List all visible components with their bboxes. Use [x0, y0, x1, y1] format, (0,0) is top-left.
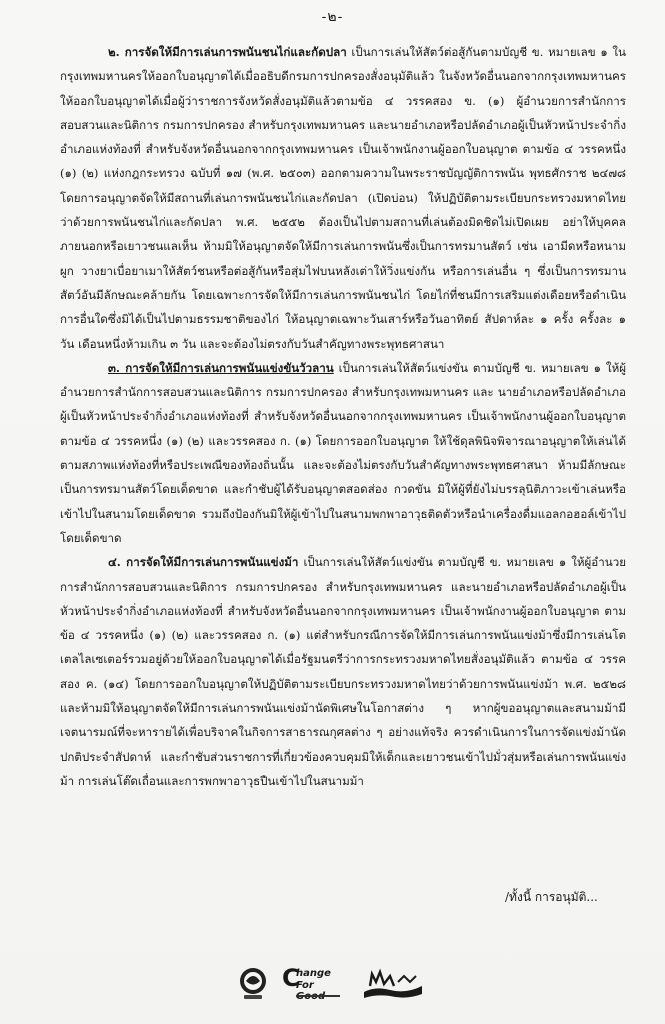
section-4-text: เป็นการเล่นให้สัตว์แข่งขัน ตามบัญชี ข. หมายเลข ๑ ให้ผู้อำนวยการสำนักการสอบสวนและนิติการ กรมการปกครอง สำหรับกรุงเทพมหานคร และนายอำเภอหรือปลัดอำเภอผู้เป็นหัวหน้าประจำกิ่งอำเภอแห่งท้องที่ สำหรับจังหวัดอื่นนอกจากกรุงเทพมหานคร เป็นเจ้าพนักงานผู้ออกใบอนุญาต ตามข้อ ๔ วรรคหนึ่ง (๑) (๒) และวรรคสอง ก. (๑) แต่สำหรับกรณีการจัดให้มีการเล่นการพนันแข่งม้าซึ่งมีการเล่นโตเตลไลเซเตอร์รวมอยู่ด้วยให้ออกใบอนุญาตได้เมื่อรัฐมนตรีว่าการกระทรวงมหาดไทยสั่งอนุมัติแล้ว ตามข้อ ๔ วรรคสอง ค. (๑๔) โดยการออกใบอนุญาตให้ปฏิบัติตามระเบียบกระทรวงมหาดไทยว่าด้วยการพนันแข่งม้า พ.ศ. ๒๕๒๘ และห้ามมิให้อนุญาตจัดให้มีการเล่นการพนันแข่งม้านัดพิเศษในโอกาสต่าง ๆ หากผู้ขออนุญาตและสนามม้ามีเจตนารมณ์ที่จะหารายได้เพื่อบริจาคในกิจการสาธารณกุศลต่าง ๆ อย่างแท้จริง ควรดำเนินการในการจัดแข่งม้านัดปกติประจำสัปดาห์ และกำชับส่วนราชการที่เกี่ยวข้องควบคุมมิให้เด็กและเยาวชนเข้าไปมั่วสุ่มหรือเล่นการพนันแข่งม้า การเล่นโต๊ดเถื่อนและการพกพาอาวุธปืนเข้าไปในสนามม้า [60, 555, 626, 788]
approval-continuation: /ทั้งนี้ การอนุมัติ... [505, 890, 598, 904]
seal-logo-icon [236, 966, 270, 1000]
logo-c-glyph-icon: C [282, 964, 300, 992]
section-4 [60, 550, 626, 793]
section-2 [60, 40, 626, 356]
brush-logo-icon [360, 968, 426, 1000]
section-4-heading: ๔. การจัดให้มีการเล่นการพนันแข่งม้า [108, 555, 299, 570]
section-3-heading: ๓. การจัดให้มีการเล่นการพนันแข่งขันวัวลาน [108, 360, 334, 375]
logo-subtitle-line-icon [296, 994, 340, 998]
logo-text-top: hange [296, 968, 331, 979]
section-3-text: เป็นการเล่นให้สัตว์แข่งขัน ตามบัญชี ข. หมายเลข ๑ ให้ผู้อำนวยการสำนักการสอบสวนและนิติการ กรมการปกครอง สำหรับกรุงเทพมหานคร และ นายอำเภอหรือปลัดอำเภอผู้เป็นหัวหน้าประจำกิ่งอำเภอแห่งท้องที่ สำหรับจังหวัดอื่นนอกจากกรุงเทพมหานคร เป็นเจ้าพนักงานผู้ออกใบอนุญาต ตามข้อ ๔ วรรคหนึ่ง (๑) (๒) และวรรคสอง ก. (๑) โดยการออกใบอนุญาต ให้ใช้ดุลพินิจพิจารณาอนุญาตให้เล่นได้ตามสภาพแห่งท้องที่หรือประเพณีของท้องถิ่นนั้น และจะต้องไม่ตรงกับวันสำคัญทางพระพุทธศาสนา ห้ามมีลักษณะเป็นการทรมานสัตว์โดยเด็ดขาด และกำชับผู้ได้รับอนุญาตสอดส่อง กวดขัน มิให้ผู้ที่ยังไม่บรรลุนิติภาวะเข้าเล่นหรือเข้าไปในสนามโดยเด็ดขาด รวมถึงป้องกันมิให้ผู้เข้าไปในสนามพกพาอาวุธติดตัวหรือนำเครื่องดื่มแอลกอฮอล์เข้าไปโดยเด็ดขาด [60, 360, 627, 545]
change-for-good-logo [282, 964, 346, 1004]
section-2-heading: ๒. การจัดให้มีการเล่นการพนันชนไก่และกัดปลา [108, 45, 347, 59]
page-number: -๒- [321, 9, 344, 25]
section-2-text: เป็นการเล่นให้สัตว์ต่อสู้กันตามบัญชี ข. หมายเลข ๑ ในกรุงเทพมหานครให้ออกใบอนุญาตได้เมื่ออธิบดีกรมการปกครองสั่งอนุมัติแล้ว ในจังหวัดอื่นนอกจากกรุงเทพมหานครให้ออกใบอนุญาตได้เมื่อผู้ว่าราชการจังหวัดสั่งอนุมัติแล้วตามข้อ ๔ วรรคสอง ข. (๑) ผู้อำนวยการสำนักการสอบสวนและนิติการ กรมการปกครอง สำหรับกรุงเทพมหานคร และนายอำเภอหรือปลัดอำเภอผู้เป็นหัวหน้าประจำกิ่งอำเภอแห่งท้องที่ สำหรับจังหวัดอื่นนอกจากกรุงเทพมหานคร เป็นเจ้าพนักงานผู้ออกใบอนุญาต ตามข้อ ๔ วรรคหนึ่ง (๑) (๒) แห่งกฎกระทรวง ฉบับที่ ๑๗ (พ.ศ. ๒๕๐๓) ออกตามความในพระราชบัญญัติการพนัน พุทธศักราช ๒๔๗๘ โดยการอนุญาตจัดให้มีสถานที่เล่นการพนันชนไก่และกัดปลา (เปิดบ่อน) ให้ปฏิบัติตามระเบียบกระทรวงมหาดไทยว่าด้วยการพนันชนไก่และกัดปลา พ.ศ. ๒๕๕๒ ต้องเป็นไปตามสถานที่เล่นต้องมิดชิดไม่เปิดเผย อย่าให้บุคคลภายนอกหรือเยาวชนแลเห็น ห้ามมิให้อนุญาตจัดให้มีการเล่นการพนันซึ่งเป็นการทรมานสัตว์ เช่น เอามีดหรือหนามผูก วางยาเบื่อยาเมาให้สัตว์ชนหรือต่อสู้กันหรือสุ่มไฟบนหลังเต่าให้วิ่งแข่งกัน หรือการเล่นอื่น ๆ ซึ่งเป็นการทรมานสัตว์อันมีลักษณะคล้ายกัน โดยเฉพาะการจัดให้มีการเล่นการพนันชนไก่ โดยไก่ที่ชนมีการเสริมแต่งเดือยหรือดำเนินการอื่นใดซึ่งมิได้เป็นไปตามธรรมชาติของไก่ ให้อนุญาตเฉพาะวันเสาร์หรือวันอาทิตย์ สัปดาห์ละ ๑ ครั้ง ครั้งละ ๑ วัน เดือนหนึ่งห้ามเกิน ๓ วัน และจะต้องไม่ตรงกับวันสำคัญทางพระพุทธศาสนา [60, 45, 626, 351]
footer-logos [0, 958, 665, 1014]
document-body [60, 40, 626, 793]
section-3 [60, 356, 626, 550]
logo-text-bottom: For [296, 980, 314, 991]
